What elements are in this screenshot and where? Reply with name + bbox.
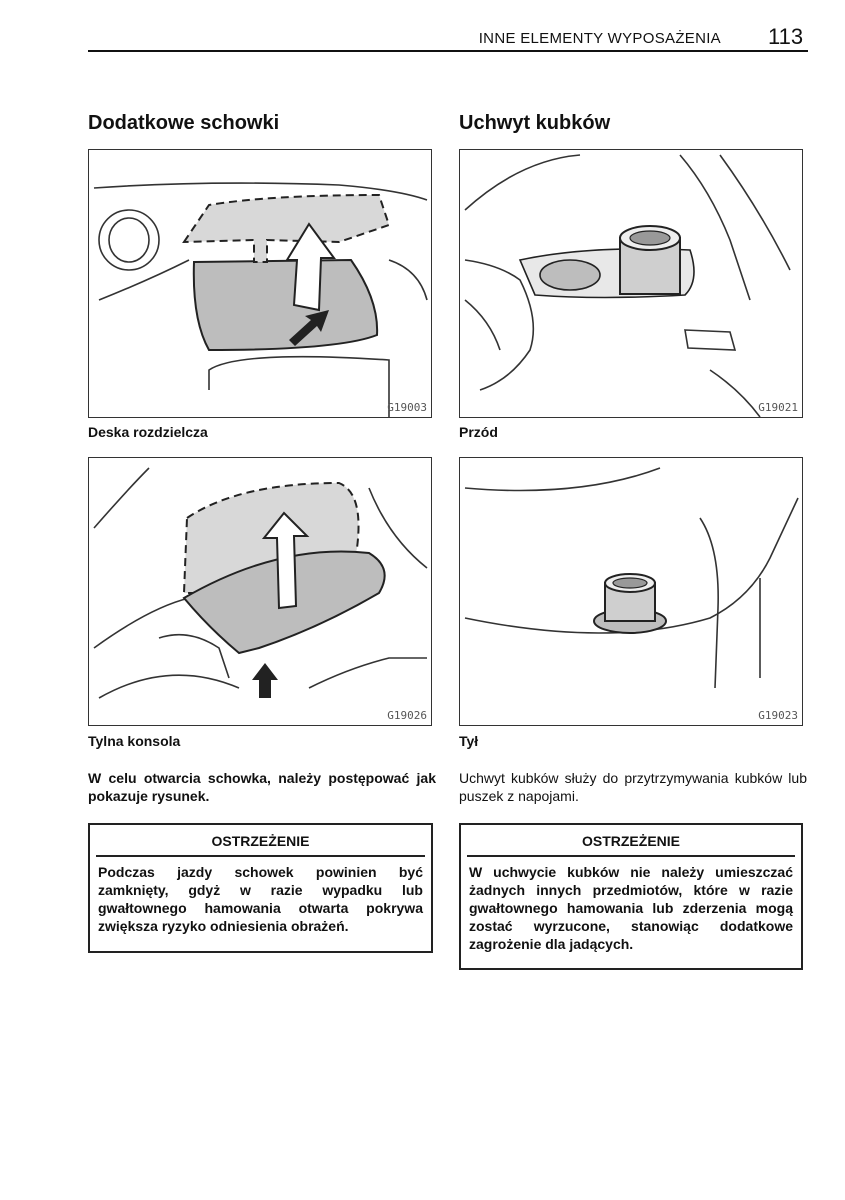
caption-dashboard: Deska rozdzielcza xyxy=(88,424,208,440)
figure-front-cup-holder xyxy=(459,149,803,418)
page-number: 113 xyxy=(768,24,804,49)
dashboard-compartment-illustration xyxy=(89,150,431,417)
figure-code: G19026 xyxy=(387,709,427,722)
front-cup-holder-illustration xyxy=(460,150,802,417)
caption-rear-console: Tylna konsola xyxy=(88,733,181,749)
figure-rear-console xyxy=(88,457,432,726)
figure-rear-cup-holder xyxy=(459,457,803,726)
right-body-text: Uchwyt kubków służy do przytrzymywania kubków lub puszek z napojami. xyxy=(459,770,807,804)
figure-code: G19021 xyxy=(758,401,798,414)
warning-box-cup-holder xyxy=(459,823,803,970)
warning-text: W uchwycie kubków nie należy umieszczać żadnych innych przedmiotów, które w razie gwałtownego hamowania lub zderzenia mogą zostać wyrzucone, stanowiąc dodatkowe zagrożenie dla jadących. xyxy=(469,864,793,952)
heading-extra-compartments: Dodatkowe schowki xyxy=(88,112,280,134)
figure-dashboard-compartment xyxy=(88,149,432,418)
warning-title: OSTRZEŻENIE xyxy=(96,829,425,857)
warning-text: Podczas jazdy schowek powinien być zamknięty, gdyż w razie wypadku lub gwałtownego hamowania otwarta pokrywa zwiększa ryzyko odniesienia obrażeń. xyxy=(98,864,423,934)
header-rule xyxy=(88,50,808,52)
figure-code: G19003 xyxy=(387,401,427,414)
caption-rear: Tył xyxy=(459,733,479,749)
caption-front: Przód xyxy=(459,424,498,440)
rear-cup-holder-illustration xyxy=(460,458,802,725)
left-body-text: W celu otwarcia schowka, należy postępować jak pokazuje rysunek. xyxy=(88,770,436,804)
heading-cup-holder: Uchwyt kubków xyxy=(459,112,611,134)
figure-code: G19023 xyxy=(758,709,798,722)
warning-box-compartment xyxy=(88,823,433,953)
warning-title: OSTRZEŻENIE xyxy=(467,829,795,857)
running-header: INNE ELEMENTY WYPOSAŻENIA xyxy=(478,30,721,47)
rear-console-illustration xyxy=(89,458,431,725)
